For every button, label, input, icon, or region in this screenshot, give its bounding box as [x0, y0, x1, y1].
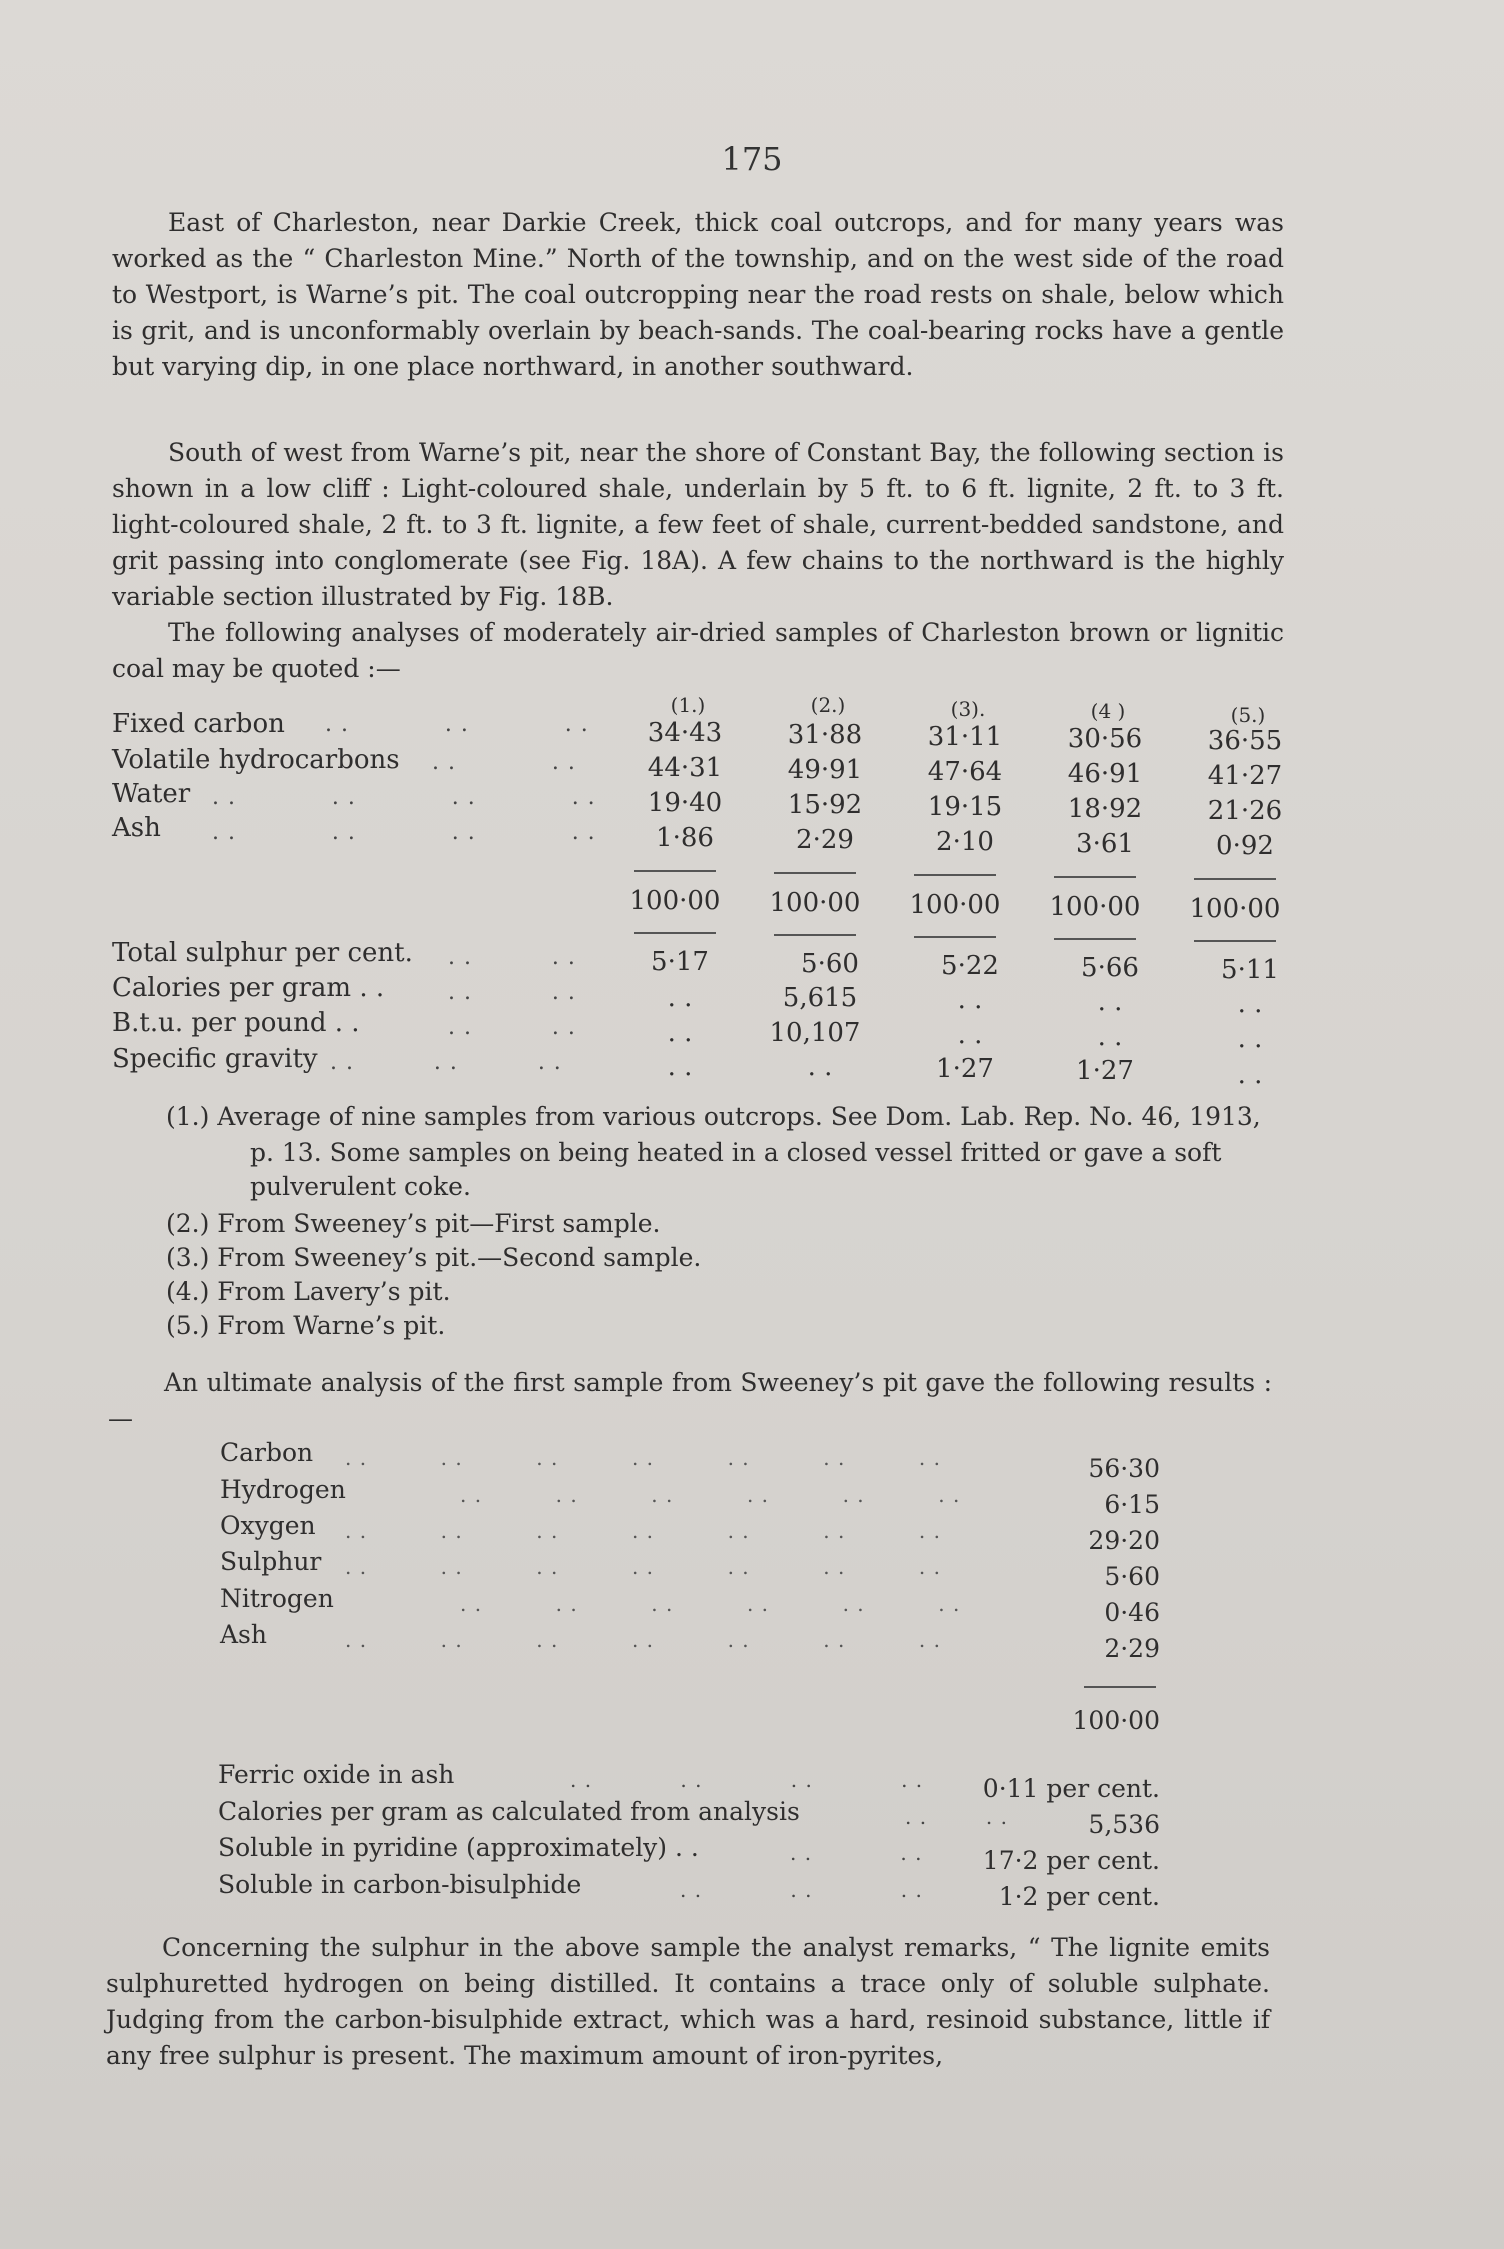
ultimate-row-value: 5·60 — [1104, 1562, 1160, 1591]
total-cell: 100·00 — [1189, 894, 1281, 924]
sum-rule — [1194, 878, 1276, 880]
table-cell: 31·11 — [927, 722, 1003, 752]
table-cell: 0·92 — [1216, 831, 1274, 861]
table-cell: 2·10 — [936, 827, 994, 857]
total-cell: 100·00 — [1049, 892, 1141, 922]
table-cell: 15·92 — [787, 790, 863, 820]
table-cell: . . — [1097, 987, 1123, 1017]
ultimate-row-value: 2·29 — [1104, 1634, 1160, 1663]
row-label: Calories per gram . . — [112, 973, 385, 1003]
ultimate-total: 100·00 — [1072, 1706, 1160, 1735]
table-cell: . . — [1097, 1022, 1123, 1052]
leader-dots: . . . . — [448, 1015, 576, 1040]
leader-dots: . . . . . . . . . . . . . . — [345, 1555, 941, 1579]
note-5: (5.) From Warne’s pit. — [166, 1311, 446, 1340]
paragraph-analyses-intro: The following analyses of moderately air-dried samples of Charleston brown or lignitic coal may be quoted :— — [112, 618, 1284, 683]
ultimate-row-value: 29·20 — [1088, 1526, 1160, 1555]
sum-rule — [634, 870, 716, 872]
row-label: Volatile hydrocarbons — [112, 745, 400, 775]
table-cell: 1·27 — [936, 1054, 994, 1084]
row-label: Specific gravity — [112, 1044, 318, 1074]
leader-dots: . . . . . . — [680, 1878, 923, 1902]
column-header: (2.) — [810, 693, 846, 717]
table-cell: 1·27 — [1076, 1056, 1134, 1086]
table-cell: 5·17 — [651, 947, 709, 977]
table-cell: . . — [957, 985, 983, 1015]
leader-dots: . . . . . . . . . . . . — [460, 1592, 961, 1616]
leader-dots: . . . . . . . . . . . . — [460, 1483, 961, 1507]
leader-dots: . . . . . . . . . . . . . . — [345, 1628, 941, 1652]
leader-dots: . . . . — [790, 1841, 923, 1865]
total-rule — [914, 936, 996, 938]
sum-rule — [1054, 876, 1136, 878]
table-cell: . . — [667, 983, 693, 1013]
leader-dots: . . . . — [448, 980, 576, 1005]
table-cell: 5·66 — [1081, 953, 1139, 983]
leader-dots: . . . . — [448, 945, 576, 970]
total-rule — [1194, 940, 1276, 942]
table-cell: . . — [957, 1020, 983, 1050]
table-cell: . . — [667, 1018, 693, 1048]
sum-rule — [774, 872, 856, 874]
column-header: (3). — [950, 697, 986, 721]
paragraph-charleston-mine: East of Charleston, near Darkie Creek, thick coal outcrops, and for many years was worked as the “ Charleston Mine.” North of the township, and on the west side of the road to Westport, is Warne’s pit. The coal outcropping near the road rests on shale, below which is grit, and is unconformably overlain by beach-sands. The coal-bearing rocks have a gentle but varying dip, in one place northward, in another southward. — [112, 208, 1284, 381]
table-cell: 44·31 — [647, 753, 723, 783]
row-label: Ash — [112, 813, 161, 843]
table-cell: 3·61 — [1076, 829, 1134, 859]
paragraph-sulphur-remarks: Concerning the sulphur in the above sample the analyst remarks, “ The lignite emits sulphuretted hydrogen on being distilled. It contains a trace only of soluble sulphate. Judging from the carbon-bisulphide extract, which was a hard, resinoid substance, little if any free sulphur is present. The maximum amount of iron-pyrites, — [106, 1933, 1270, 2070]
additional-row-label: Ferric oxide in ash — [218, 1760, 455, 1789]
leader-dots: . . . . . . . . . . . . . . — [345, 1446, 941, 1470]
ultimate-row-value: 6·15 — [1104, 1490, 1160, 1519]
ultimate-row-label: Nitrogen — [220, 1584, 334, 1613]
table-cell: 31·88 — [787, 720, 863, 750]
additional-row-label: Calories per gram as calculated from analysis — [218, 1797, 800, 1826]
row-label: Water — [112, 779, 191, 809]
column-header: (5.) — [1230, 703, 1266, 727]
total-rule — [774, 934, 856, 936]
leader-dots: . . . . — [905, 1805, 1009, 1829]
table-cell: . . — [1237, 1024, 1263, 1054]
table-cell: 5·11 — [1221, 955, 1279, 985]
total-cell: 100·00 — [769, 888, 861, 918]
total-rule — [634, 932, 716, 934]
table-cell: 46·91 — [1067, 759, 1143, 789]
ultimate-row-label: Sulphur — [220, 1547, 322, 1576]
row-label: Total sulphur per cent. — [112, 938, 413, 968]
additional-row-value: 0·11 per cent. — [982, 1774, 1160, 1803]
additional-row-label: Soluble in carbon-bisulphide — [218, 1870, 582, 1899]
column-header: (1.) — [670, 693, 706, 717]
leader-dots: . . . . . . . . — [570, 1768, 924, 1792]
note-1: (1.) Average of nine samples from various outcrops. See Dom. Lab. Rep. No. 46, 1913, — [166, 1102, 1261, 1131]
ultimate-row-label: Carbon — [220, 1438, 314, 1467]
sum-rule — [914, 874, 996, 876]
table-cell: . . — [1237, 989, 1263, 1019]
leader-dots: . . . . . . . . — [212, 820, 596, 845]
table-cell: 30·56 — [1067, 724, 1143, 754]
table-cell: 18·92 — [1067, 794, 1143, 824]
column-header: (4 ) — [1090, 699, 1126, 723]
additional-row-value: 5,536 — [1088, 1810, 1160, 1839]
table-cell: 5,615 — [782, 983, 858, 1013]
table-cell: 34·43 — [647, 718, 723, 748]
table-cell: 2·29 — [796, 825, 854, 855]
note-4: (4.) From Lavery’s pit. — [166, 1277, 451, 1306]
additional-row-label: Soluble in pyridine (approximately) . . — [218, 1833, 699, 1862]
table-cell: 41·27 — [1207, 761, 1283, 791]
table-cell: . . — [667, 1052, 693, 1082]
note-1-continuation: p. 13. Some samples on being heated in a closed vessel fritted or gave a soft pulverulent coke. — [250, 1138, 1222, 1201]
leader-dots: . . . . — [432, 750, 576, 775]
table-cell: 21·26 — [1207, 796, 1283, 826]
row-label: B.t.u. per pound . . — [112, 1008, 360, 1038]
ultimate-row-value: 56·30 — [1088, 1454, 1160, 1483]
table-cell: 5·22 — [941, 951, 999, 981]
table-cell: . . — [1237, 1060, 1263, 1090]
table-cell: 49·91 — [787, 755, 863, 785]
paragraph-constant-bay-section: South of west from Warne’s pit, near the shore of Constant Bay, the following section is shown in a low cliff : Light-coloured shale, underlain by 5 ft. to 6 ft. lignite, 2 ft. to 3 ft. light-coloured shale, 2 ft. to 3 ft. lignite, a few feet of shale, current-bedded sandstone, and grit passing into conglomerate (see Fig. 18A). A few chains to the northward is the highly variable section illustrated by Fig. 18B. — [112, 438, 1284, 611]
table-cell: 1·86 — [656, 823, 714, 853]
additional-row-value: 1·2 per cent. — [998, 1882, 1160, 1911]
total-rule — [1054, 938, 1136, 940]
table-cell: 19·15 — [927, 792, 1003, 822]
table-cell: 19·40 — [647, 788, 723, 818]
additional-row-value: 17·2 per cent. — [982, 1846, 1160, 1875]
sum-rule — [1084, 1686, 1156, 1688]
paragraph-ultimate-intro: An ultimate analysis of the first sample from Sweeney’s pit gave the following results :— — [108, 1368, 1272, 1433]
total-cell: 100·00 — [909, 890, 1001, 920]
leader-dots: . . . . . . — [325, 712, 589, 737]
table-cell: 47·64 — [927, 757, 1003, 787]
ultimate-row-label: Hydrogen — [220, 1475, 346, 1504]
ultimate-row-value: 0·46 — [1104, 1598, 1160, 1627]
leader-dots: . . . . . . . . — [212, 785, 596, 810]
leader-dots: . . . . . . — [330, 1050, 562, 1075]
table-cell: . . — [807, 1052, 833, 1082]
note-2: (2.) From Sweeney’s pit—First sample. — [166, 1209, 661, 1238]
table-cell: 36·55 — [1207, 726, 1283, 756]
table-cell: 10,107 — [769, 1018, 861, 1048]
ultimate-row-label: Oxygen — [220, 1511, 316, 1540]
page-number: 175 — [721, 140, 783, 178]
row-label: Fixed carbon — [112, 709, 285, 739]
note-3: (3.) From Sweeney’s pit.—Second sample. — [166, 1243, 702, 1272]
ultimate-row-label: Ash — [220, 1620, 267, 1649]
leader-dots: . . . . . . . . . . . . . . — [345, 1519, 941, 1543]
total-cell: 100·00 — [629, 886, 721, 916]
table-cell: 5·60 — [801, 949, 859, 979]
